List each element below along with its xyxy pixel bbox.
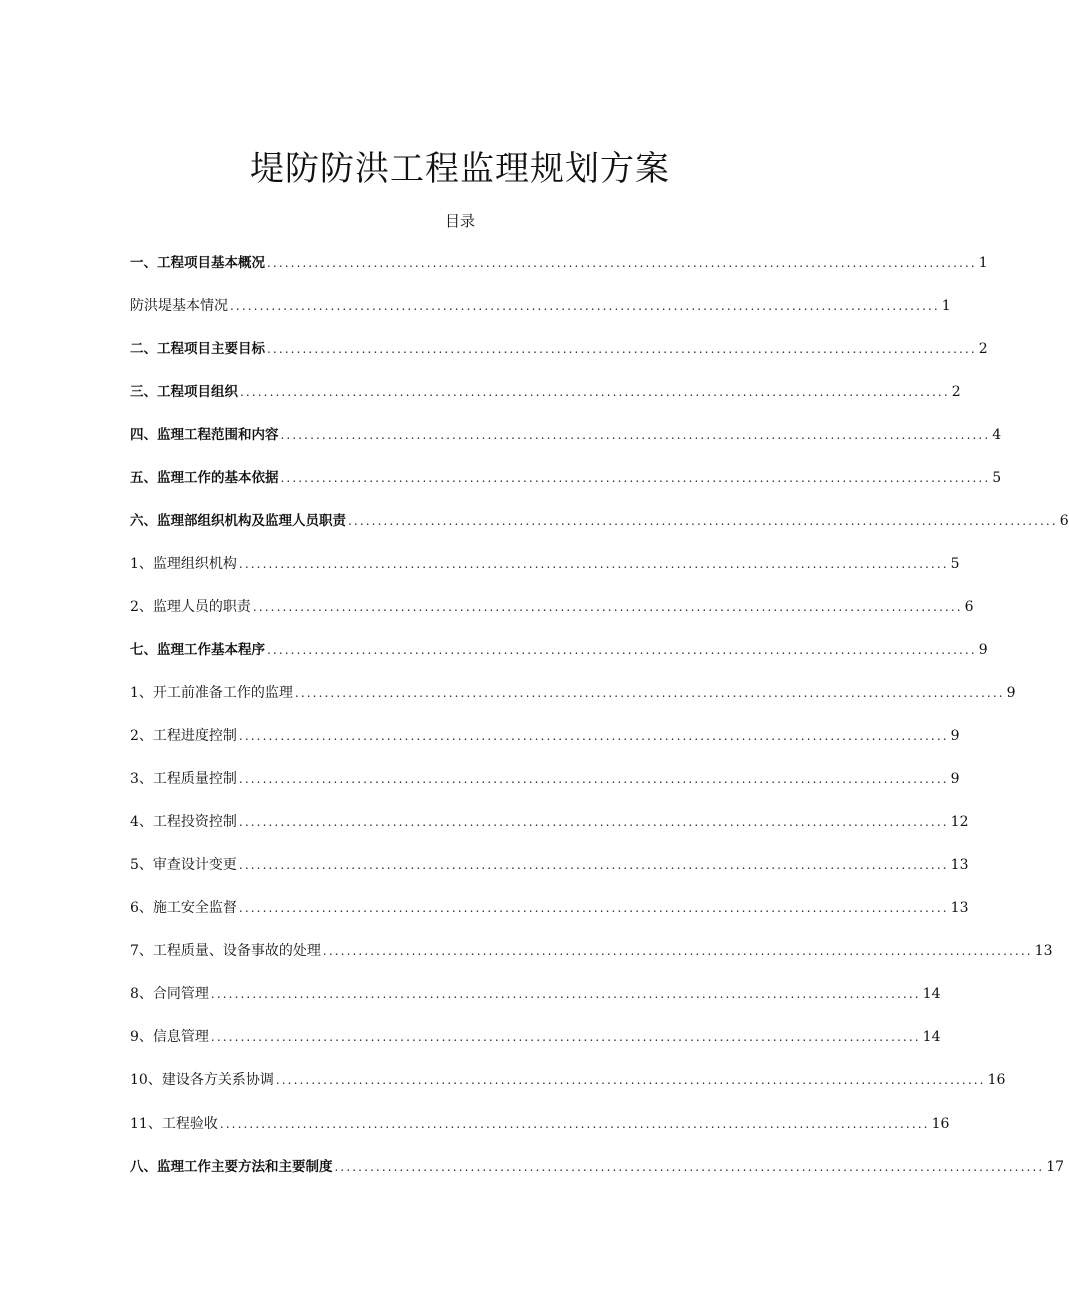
toc-entry[interactable] (130, 1113, 950, 1135)
toc-entry-page-number: 9 (1006, 685, 1016, 701)
toc-entry-label: 2、监理人员的职责 (130, 599, 251, 615)
toc-entry[interactable] (130, 897, 969, 919)
toc-dot-leader: ........................................................................................................................ (238, 729, 949, 743)
toc-dot-leader: ........................................................................................................................ (348, 514, 1058, 528)
toc-entry-label: 防洪堤基本情况 (130, 298, 228, 314)
toc-entry-label: 7、工程质量、设备事故的处理 (130, 943, 321, 959)
toc-entry-page-number: 5 (992, 470, 1002, 486)
toc-entry-label: 4、工程投资控制 (130, 814, 237, 830)
toc-entry-label: 七、监理工作基本程序 (130, 642, 265, 658)
toc-entry-page-number: 12 (950, 814, 969, 830)
toc-entry[interactable] (130, 682, 1016, 704)
toc-entry[interactable] (130, 1069, 1006, 1091)
toc-entry[interactable] (130, 1026, 941, 1048)
toc-entry-label: 1、开工前准备工作的监理 (130, 685, 293, 701)
toc-entry-page-number: 6 (964, 599, 974, 615)
toc-dot-leader: ........................................................................................................................ (334, 1160, 1045, 1174)
toc-entry[interactable] (130, 725, 960, 747)
toc-entry[interactable] (130, 424, 1002, 446)
toc-entry-page-number: 9 (978, 642, 988, 658)
toc-dot-leader: ........................................................................................................................ (240, 385, 950, 399)
toc-dot-leader: ........................................................................................................................ (238, 557, 949, 571)
toc-dot-leader: ........................................................................................................................ (267, 342, 977, 356)
toc-entry-page-number: 4 (992, 427, 1002, 443)
toc-entry-page-number: 2 (978, 341, 988, 357)
toc-entry-label: 三、工程项目组织 (130, 384, 238, 400)
toc-entry-page-number: 13 (1034, 943, 1053, 959)
toc-heading: 目录 (444, 212, 475, 230)
toc-entry[interactable] (130, 553, 960, 575)
toc-entry[interactable] (130, 596, 974, 618)
toc-entry[interactable] (130, 983, 941, 1005)
toc-entry-label: 9、信息管理 (130, 1029, 209, 1045)
toc-entry-label: 一、工程项目基本概况 (130, 255, 265, 271)
toc-entry[interactable] (130, 295, 951, 317)
toc-entry[interactable] (130, 510, 1069, 532)
toc-dot-leader: ........................................................................................................................ (322, 944, 1033, 958)
toc-entry-label: 二、工程项目主要目标 (130, 341, 265, 357)
toc-entry-page-number: 2 (951, 384, 961, 400)
toc-entry[interactable] (130, 381, 961, 403)
toc-dot-leader: ........................................................................................................................ (294, 686, 1005, 700)
toc-entry[interactable] (130, 1156, 1065, 1178)
toc-dot-leader: ........................................................................................................................ (219, 1117, 930, 1131)
toc-entry-page-number: 1 (978, 255, 988, 271)
toc-entry-label: 2、工程进度控制 (130, 728, 237, 744)
toc-entry-page-number: 9 (950, 771, 960, 787)
toc-entry-page-number: 14 (922, 1029, 941, 1045)
toc-dot-leader: ........................................................................................................................ (252, 600, 963, 614)
toc-entry-page-number: 9 (950, 728, 960, 744)
toc-dot-leader: ........................................................................................................................ (238, 815, 949, 829)
toc-dot-leader: ........................................................................................................................ (280, 471, 991, 485)
toc-dot-leader: ........................................................................................................................ (210, 1030, 921, 1044)
toc-entry[interactable] (130, 639, 988, 661)
toc-entry-page-number: 13 (950, 857, 969, 873)
toc-entry-label: 四、监理工程范围和内容 (130, 427, 279, 443)
toc-entry-page-number: 6 (1059, 513, 1069, 529)
toc-entry-page-number: 16 (987, 1072, 1006, 1088)
toc-entry-label: 五、监理工作的基本依据 (130, 470, 279, 486)
toc-entry-page-number: 17 (1046, 1159, 1065, 1175)
toc-entry-label: 6、施工安全监督 (130, 900, 237, 916)
toc-entry-label: 3、工程质量控制 (130, 771, 237, 787)
toc-entry[interactable] (130, 940, 1053, 962)
toc-entry[interactable] (130, 854, 969, 876)
document-title: 堤防防洪工程监理规划方案 (250, 148, 670, 189)
toc-entry-page-number: 16 (931, 1116, 950, 1132)
toc-dot-leader: ........................................................................................................................ (238, 901, 949, 915)
toc-entry[interactable] (130, 768, 960, 790)
toc-dot-leader: ........................................................................................................................ (275, 1073, 986, 1087)
toc-entry-label: 5、审查设计变更 (130, 857, 237, 873)
toc-entry-label: 11、工程验收 (130, 1116, 218, 1132)
toc-entry-label: 六、监理部组织机构及监理人员职责 (130, 513, 346, 529)
toc-dot-leader: ........................................................................................................................ (267, 256, 977, 270)
toc-entry[interactable] (130, 252, 988, 274)
toc-dot-leader: ........................................................................................................................ (280, 428, 991, 442)
toc-entry-page-number: 14 (922, 986, 941, 1002)
toc-entry-label: 8、合同管理 (130, 986, 209, 1002)
toc-entry-label: 八、监理工作主要方法和主要制度 (130, 1159, 333, 1175)
toc-entry[interactable] (130, 811, 969, 833)
toc-entry-page-number: 13 (950, 900, 969, 916)
toc-entry[interactable] (130, 338, 988, 360)
toc-entry[interactable] (130, 467, 1002, 489)
toc-dot-leader: ........................................................................................................................ (238, 858, 949, 872)
toc-dot-leader: ........................................................................................................................ (230, 299, 940, 313)
toc-entry-label: 10、建设各方关系协调 (130, 1072, 274, 1088)
toc-dot-leader: ........................................................................................................................ (267, 643, 977, 657)
toc-entry-page-number: 1 (941, 298, 951, 314)
toc-entry-label: 1、监理组织机构 (130, 556, 237, 572)
toc-dot-leader: ........................................................................................................................ (210, 987, 921, 1001)
toc-entry-page-number: 5 (950, 556, 960, 572)
toc-dot-leader: ........................................................................................................................ (238, 772, 949, 786)
